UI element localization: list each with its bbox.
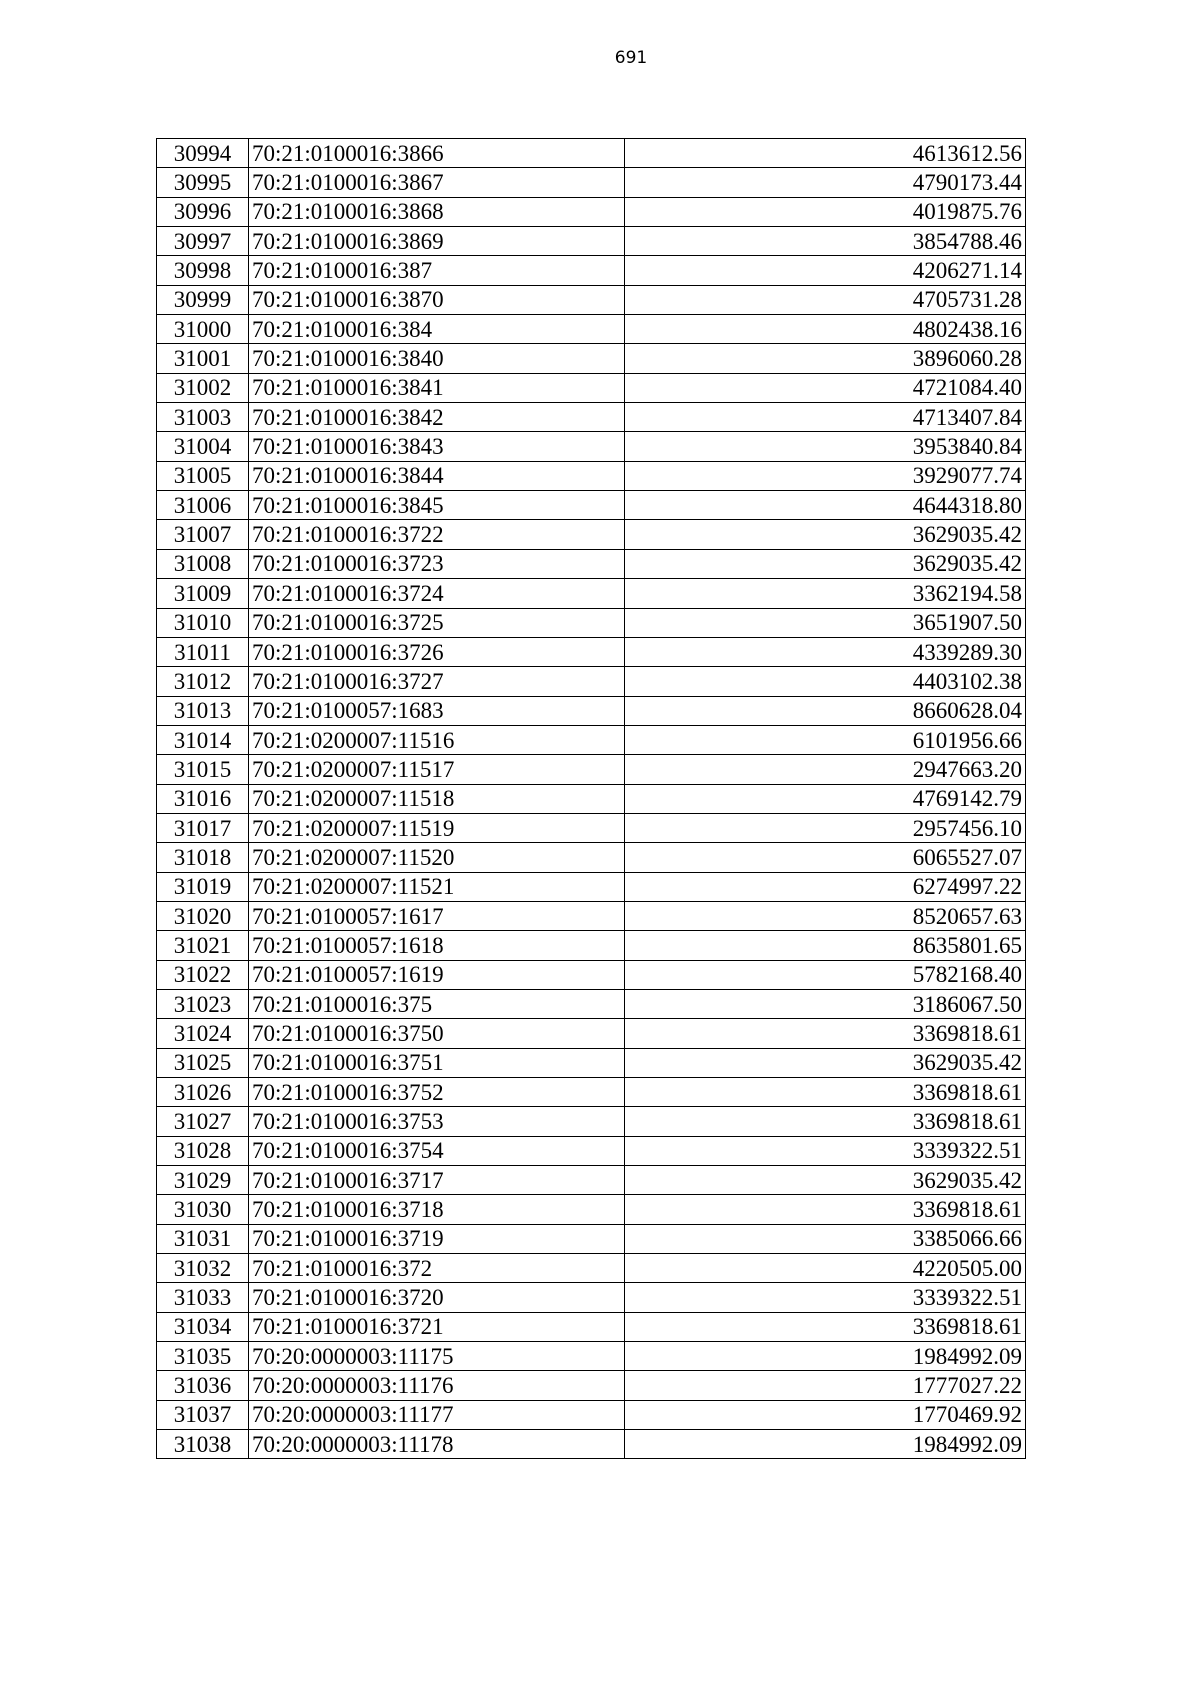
cadastral-number-cell: 70:21:0100016:387 [249,256,625,285]
table-body [157,139,1026,1459]
cadastral-value-cell: 3953840.84 [625,432,1026,461]
row-number-cell: 31030 [157,1195,249,1224]
row-number-cell: 31029 [157,1166,249,1195]
row-number-cell: 31001 [157,344,249,373]
cadastral-value-cell: 3339322.51 [625,1136,1026,1165]
cadastral-value-cell: 3369818.61 [625,1078,1026,1107]
cadastral-number-cell: 70:21:0100057:1683 [249,696,625,725]
cadastral-value-cell: 3651907.50 [625,608,1026,637]
cadastral-number-cell: 70:21:0100016:3726 [249,637,625,666]
cadastral-number-cell: 70:21:0100016:3842 [249,403,625,432]
table-row [157,579,1026,608]
cadastral-number-cell: 70:21:0200007:11517 [249,755,625,784]
row-number-cell: 30997 [157,227,249,256]
cadastral-value-cell: 3186067.50 [625,989,1026,1018]
cadastral-value-cell: 8635801.65 [625,931,1026,960]
row-number-cell: 31017 [157,813,249,842]
row-number-cell: 31014 [157,725,249,754]
table-row [157,1048,1026,1077]
cadastral-number-cell: 70:21:0200007:11519 [249,813,625,842]
table-row [157,256,1026,285]
table-row [157,1400,1026,1429]
cadastral-number-cell: 70:21:0100016:3721 [249,1312,625,1341]
row-number-cell: 31037 [157,1400,249,1429]
cadastral-value-cell: 1770469.92 [625,1400,1026,1429]
cadastral-value-cell: 3629035.42 [625,549,1026,578]
table-row [157,696,1026,725]
table-row [157,637,1026,666]
row-number-cell: 30995 [157,168,249,197]
cadastral-number-cell: 70:21:0100016:3722 [249,520,625,549]
table-row [157,139,1026,168]
cadastral-number-cell: 70:21:0100057:1619 [249,960,625,989]
table-row [157,813,1026,842]
cadastral-number-cell: 70:21:0100016:3867 [249,168,625,197]
cadastral-number-cell: 70:21:0200007:11516 [249,725,625,754]
cadastral-number-cell: 70:21:0100016:372 [249,1254,625,1283]
cadastral-value-cell: 4613612.56 [625,139,1026,168]
cadastral-number-cell: 70:21:0100057:1618 [249,931,625,960]
cadastral-value-cell: 3369818.61 [625,1312,1026,1341]
cadastral-number-cell: 70:21:0100016:3750 [249,1019,625,1048]
table-row [157,168,1026,197]
table-row [157,1224,1026,1253]
cadastral-value-cell: 4790173.44 [625,168,1026,197]
table-row [157,403,1026,432]
row-number-cell: 31020 [157,901,249,930]
cadastral-number-cell: 70:21:0100016:3718 [249,1195,625,1224]
cadastral-number-cell: 70:21:0100016:3843 [249,432,625,461]
row-number-cell: 31005 [157,461,249,490]
row-number-cell: 30998 [157,256,249,285]
cadastral-number-cell: 70:20:0000003:11178 [249,1430,625,1459]
table-row [157,1254,1026,1283]
cadastral-number-cell: 70:21:0100057:1617 [249,901,625,930]
cadastral-value-cell: 4339289.30 [625,637,1026,666]
cadastral-number-cell: 70:20:0000003:11175 [249,1342,625,1371]
row-number-cell: 31028 [157,1136,249,1165]
row-number-cell: 31013 [157,696,249,725]
table-row [157,285,1026,314]
cadastral-number-cell: 70:21:0100016:3840 [249,344,625,373]
table-row [157,1312,1026,1341]
table-row [157,197,1026,226]
cadastral-value-cell: 6101956.66 [625,725,1026,754]
row-number-cell: 31032 [157,1254,249,1283]
table-row [157,608,1026,637]
cadastral-value-cell: 4220505.00 [625,1254,1026,1283]
cadastral-value-cell: 3629035.42 [625,1166,1026,1195]
row-number-cell: 31008 [157,549,249,578]
cadastral-value-cell: 8520657.63 [625,901,1026,930]
cadastral-value-cell: 1777027.22 [625,1371,1026,1400]
cadastral-number-cell: 70:21:0100016:3841 [249,373,625,402]
table-row [157,667,1026,696]
table-row [157,931,1026,960]
cadastral-number-cell: 70:21:0100016:3752 [249,1078,625,1107]
cadastral-value-cell: 5782168.40 [625,960,1026,989]
table-row [157,1019,1026,1048]
cadastral-value-cell: 3369818.61 [625,1107,1026,1136]
cadastral-value-cell: 3362194.58 [625,579,1026,608]
cadastral-value-cell: 3854788.46 [625,227,1026,256]
row-number-cell: 31038 [157,1430,249,1459]
row-number-cell: 31011 [157,637,249,666]
cadastral-number-cell: 70:21:0100016:3868 [249,197,625,226]
table-row [157,491,1026,520]
row-number-cell: 31015 [157,755,249,784]
cadastral-number-cell: 70:21:0200007:11521 [249,872,625,901]
row-number-cell: 31007 [157,520,249,549]
table-row [157,1107,1026,1136]
page-number: 691 [614,48,648,68]
table-row [157,461,1026,490]
cadastral-number-cell: 70:21:0100016:3751 [249,1048,625,1077]
row-number-cell: 31022 [157,960,249,989]
cadastral-value-cell: 2957456.10 [625,813,1026,842]
table-row [157,1342,1026,1371]
table-row [157,784,1026,813]
cadastral-value-table [156,138,1026,1459]
cadastral-number-cell: 70:21:0100016:3723 [249,549,625,578]
row-number-cell: 31000 [157,315,249,344]
row-number-cell: 31026 [157,1078,249,1107]
table-row [157,872,1026,901]
row-number-cell: 31002 [157,373,249,402]
cadastral-value-cell: 4019875.76 [625,197,1026,226]
cadastral-value-cell: 4713407.84 [625,403,1026,432]
row-number-cell: 31036 [157,1371,249,1400]
row-number-cell: 31027 [157,1107,249,1136]
table-row [157,755,1026,784]
cadastral-number-cell: 70:21:0100016:3870 [249,285,625,314]
table-row [157,1283,1026,1312]
cadastral-number-cell: 70:20:0000003:11177 [249,1400,625,1429]
table-row [157,227,1026,256]
cadastral-value-cell: 3369818.61 [625,1195,1026,1224]
table-row [157,901,1026,930]
cadastral-number-cell: 70:21:0100016:384 [249,315,625,344]
row-number-cell: 31031 [157,1224,249,1253]
cadastral-value-cell: 6274997.22 [625,872,1026,901]
cadastral-number-cell: 70:21:0100016:3844 [249,461,625,490]
row-number-cell: 31009 [157,579,249,608]
row-number-cell: 31024 [157,1019,249,1048]
cadastral-number-cell: 70:21:0100016:3869 [249,227,625,256]
cadastral-number-cell: 70:21:0100016:3719 [249,1224,625,1253]
cadastral-value-cell: 4644318.80 [625,491,1026,520]
cadastral-number-cell: 70:21:0100016:3753 [249,1107,625,1136]
cadastral-value-cell: 6065527.07 [625,843,1026,872]
row-number-cell: 31003 [157,403,249,432]
cadastral-number-cell: 70:21:0200007:11518 [249,784,625,813]
table-row [157,1371,1026,1400]
cadastral-number-cell: 70:21:0100016:3754 [249,1136,625,1165]
table-row [157,989,1026,1018]
cadastral-value-cell: 4403102.38 [625,667,1026,696]
table-row [157,725,1026,754]
row-number-cell: 31021 [157,931,249,960]
cadastral-number-cell: 70:21:0100016:3717 [249,1166,625,1195]
row-number-cell: 31025 [157,1048,249,1077]
cadastral-number-cell: 70:21:0100016:3720 [249,1283,625,1312]
table-row [157,432,1026,461]
cadastral-value-cell: 3369818.61 [625,1019,1026,1048]
cadastral-value-cell: 1984992.09 [625,1342,1026,1371]
table-row [157,1136,1026,1165]
cadastral-value-cell: 4206271.14 [625,256,1026,285]
row-number-cell: 31006 [157,491,249,520]
cadastral-number-cell: 70:21:0100016:375 [249,989,625,1018]
row-number-cell: 31012 [157,667,249,696]
table-row [157,1166,1026,1195]
row-number-cell: 31035 [157,1342,249,1371]
cadastral-number-cell: 70:21:0200007:11520 [249,843,625,872]
cadastral-value-cell: 2947663.20 [625,755,1026,784]
table-row [157,1078,1026,1107]
cadastral-number-cell: 70:20:0000003:11176 [249,1371,625,1400]
cadastral-number-cell: 70:21:0100016:3845 [249,491,625,520]
table-row [157,843,1026,872]
cadastral-value-cell: 8660628.04 [625,696,1026,725]
row-number-cell: 30994 [157,139,249,168]
cadastral-value-cell: 4705731.28 [625,285,1026,314]
cadastral-value-cell: 3929077.74 [625,461,1026,490]
table-row [157,960,1026,989]
table-row [157,1430,1026,1459]
row-number-cell: 31010 [157,608,249,637]
table-row [157,520,1026,549]
cadastral-value-cell: 4802438.16 [625,315,1026,344]
row-number-cell: 31033 [157,1283,249,1312]
cadastral-value-cell: 3896060.28 [625,344,1026,373]
row-number-cell: 31034 [157,1312,249,1341]
table-row [157,315,1026,344]
cadastral-number-cell: 70:21:0100016:3725 [249,608,625,637]
cadastral-number-cell: 70:21:0100016:3866 [249,139,625,168]
cadastral-value-cell: 3385066.66 [625,1224,1026,1253]
table-row [157,344,1026,373]
row-number-cell: 30996 [157,197,249,226]
table-row [157,373,1026,402]
row-number-cell: 31016 [157,784,249,813]
table-row [157,1195,1026,1224]
table-row [157,549,1026,578]
cadastral-value-cell: 3629035.42 [625,1048,1026,1077]
cadastral-value-cell: 1984992.09 [625,1430,1026,1459]
row-number-cell: 30999 [157,285,249,314]
row-number-cell: 31004 [157,432,249,461]
row-number-cell: 31019 [157,872,249,901]
cadastral-value-cell: 4769142.79 [625,784,1026,813]
row-number-cell: 31018 [157,843,249,872]
cadastral-number-cell: 70:21:0100016:3724 [249,579,625,608]
cadastral-value-cell: 3629035.42 [625,520,1026,549]
cadastral-value-cell: 3339322.51 [625,1283,1026,1312]
cadastral-number-cell: 70:21:0100016:3727 [249,667,625,696]
row-number-cell: 31023 [157,989,249,1018]
cadastral-value-cell: 4721084.40 [625,373,1026,402]
